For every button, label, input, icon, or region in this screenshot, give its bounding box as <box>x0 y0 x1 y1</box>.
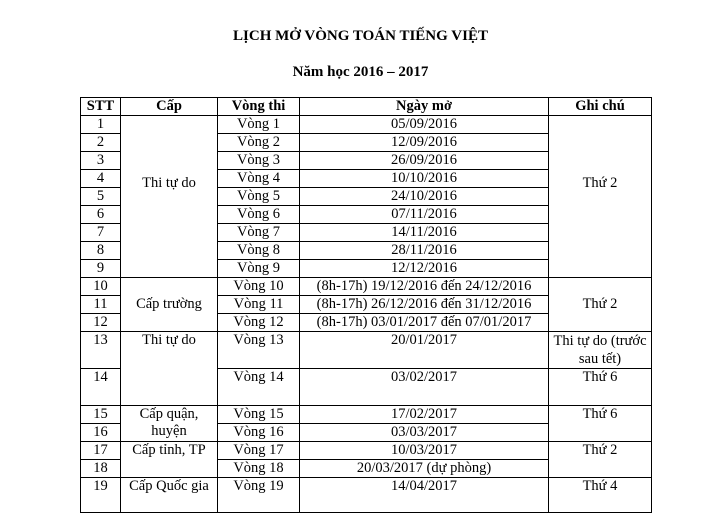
header-ngay-mo: Ngày mở <box>300 98 549 116</box>
stt-cell: 19 <box>81 478 121 513</box>
stt-cell: 18 <box>81 460 121 478</box>
stt-cell: 16 <box>81 424 121 442</box>
cap-cell: Thi tự do <box>121 116 218 278</box>
table-row <box>81 442 652 460</box>
vong-cell: Vòng 14 <box>218 369 300 406</box>
stt-cell: 13 <box>81 332 121 369</box>
stt-cell: 12 <box>81 314 121 332</box>
header-vong-thi: Vòng thi <box>218 98 300 116</box>
ngay-cell: 14/04/2017 <box>300 478 549 513</box>
ghi-chu-cell: Thứ 6 <box>549 369 652 406</box>
vong-cell: Vòng 16 <box>218 424 300 442</box>
vong-cell: Vòng 18 <box>218 460 300 478</box>
ngay-cell: 26/09/2016 <box>300 152 549 170</box>
cap-cell: Cấp trường <box>121 278 218 332</box>
school-year-subtitle: Năm học 2016 – 2017 <box>292 64 429 80</box>
ngay-cell: 20/03/2017 (dự phòng) <box>300 460 549 478</box>
vong-cell: Vòng 1 <box>218 116 300 134</box>
ngay-cell: 03/02/2017 <box>300 369 549 406</box>
vong-cell: Vòng 9 <box>218 260 300 278</box>
vong-cell: Vòng 5 <box>218 188 300 206</box>
stt-cell: 8 <box>81 242 121 260</box>
vong-cell: Vòng 3 <box>218 152 300 170</box>
stt-cell: 7 <box>81 224 121 242</box>
vong-cell: Vòng 11 <box>218 296 300 314</box>
stt-cell: 2 <box>81 134 121 152</box>
stt-cell: 15 <box>81 406 121 424</box>
stt-cell: 5 <box>81 188 121 206</box>
vong-cell: Vòng 2 <box>218 134 300 152</box>
schedule-table <box>80 97 652 513</box>
stt-cell: 9 <box>81 260 121 278</box>
ngay-cell: 12/12/2016 <box>300 260 549 278</box>
header-stt: STT <box>81 98 121 116</box>
ngay-cell: 20/01/2017 <box>300 332 549 369</box>
ghi-chu-cell: Thứ 4 <box>549 478 652 513</box>
stt-cell: 6 <box>81 206 121 224</box>
stt-cell: 10 <box>81 278 121 296</box>
table-header-row <box>81 98 652 116</box>
ngay-cell: 28/11/2016 <box>300 242 549 260</box>
ghi-chu-cell: Thứ 6 <box>549 406 652 442</box>
table-row <box>81 278 652 296</box>
ngay-cell: (8h-17h) 26/12/2016 đến 31/12/2016 <box>300 296 549 314</box>
ghi-chu-cell: Thứ 2 <box>549 442 652 478</box>
ghi-chu-cell: Thứ 2 <box>549 116 652 278</box>
ngay-cell: 03/03/2017 <box>300 424 549 442</box>
ngay-cell: 24/10/2016 <box>300 188 549 206</box>
vong-cell: Vòng 13 <box>218 332 300 369</box>
stt-cell: 14 <box>81 369 121 406</box>
ghi-chu-cell: Thứ 2 <box>549 278 652 332</box>
ngay-cell: 10/03/2017 <box>300 442 549 460</box>
table-row <box>81 478 652 513</box>
ngay-cell: 10/10/2016 <box>300 170 549 188</box>
table-row <box>81 332 652 369</box>
ngay-cell: 12/09/2016 <box>300 134 549 152</box>
cap-cell: Cấp tỉnh, TP <box>121 442 218 478</box>
vong-cell: Vòng 7 <box>218 224 300 242</box>
table-row <box>81 406 652 424</box>
ngay-cell: 05/09/2016 <box>300 116 549 134</box>
stt-cell: 4 <box>81 170 121 188</box>
ngay-cell: (8h-17h) 03/01/2017 đến 07/01/2017 <box>300 314 549 332</box>
vong-cell: Vòng 17 <box>218 442 300 460</box>
header-cap: Cấp <box>121 98 218 116</box>
ngay-cell: 17/02/2017 <box>300 406 549 424</box>
document-title: LỊCH MỞ VÒNG TOÁN TIẾNG VIỆT <box>233 28 488 44</box>
stt-cell: 1 <box>81 116 121 134</box>
cap-cell: Cấp Quốc gia <box>121 478 218 513</box>
ngay-cell: 07/11/2016 <box>300 206 549 224</box>
vong-cell: Vòng 10 <box>218 278 300 296</box>
ngay-cell: 14/11/2016 <box>300 224 549 242</box>
vong-cell: Vòng 19 <box>218 478 300 513</box>
vong-cell: Vòng 12 <box>218 314 300 332</box>
vong-cell: Vòng 4 <box>218 170 300 188</box>
cap-cell: Thi tự do <box>121 332 218 406</box>
ghi-chu-cell: Thi tự do (trước sau tết) <box>549 332 652 369</box>
stt-cell: 17 <box>81 442 121 460</box>
vong-cell: Vòng 15 <box>218 406 300 424</box>
table-row <box>81 116 652 134</box>
vong-cell: Vòng 8 <box>218 242 300 260</box>
cap-cell: Cấp quận, huyện <box>121 406 218 442</box>
ngay-cell: (8h-17h) 19/12/2016 đến 24/12/2016 <box>300 278 549 296</box>
vong-cell: Vòng 6 <box>218 206 300 224</box>
stt-cell: 3 <box>81 152 121 170</box>
stt-cell: 11 <box>81 296 121 314</box>
header-ghi-chu: Ghi chú <box>549 98 652 116</box>
